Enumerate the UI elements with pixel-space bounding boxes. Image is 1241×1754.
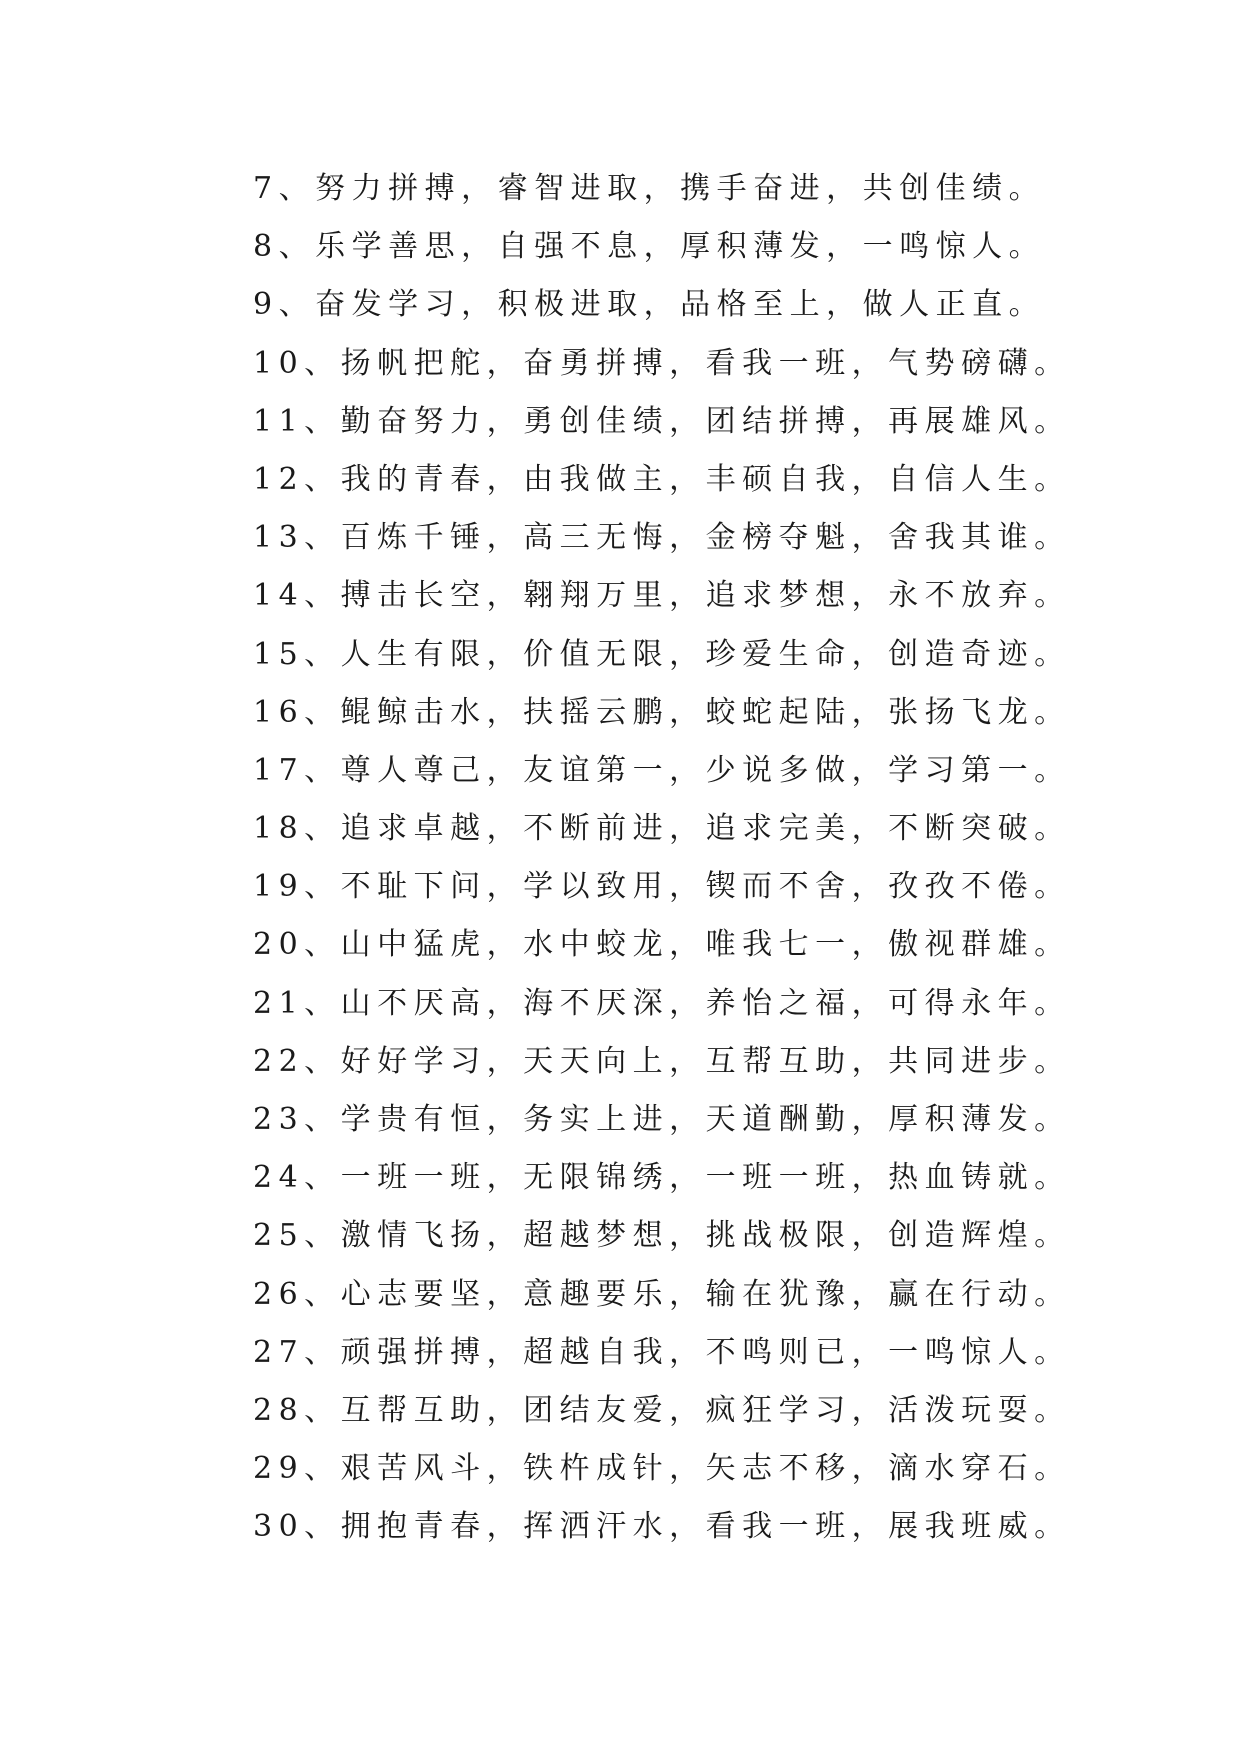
slogan-line-8: 8、乐学善思，自强不息，厚积薄发，一鸣惊人。 xyxy=(253,229,1046,265)
slogan-line-30: 30、拥抱青春，挥洒汗水，看我一班，展我班威。 xyxy=(253,1509,1071,1545)
slogan-line-26: 26、心志要坚，意趣要乐，输在犹豫，赢在行动。 xyxy=(253,1276,1071,1312)
slogan-line-10: 10、扬帆把舵，奋勇拼搏，看我一班，气势磅礴。 xyxy=(253,345,1071,381)
slogan-line-13: 13、百炼千锤，高三无悔，金榜夺魁，舍我其谁。 xyxy=(253,520,1071,556)
slogan-line-16: 16、鲲鲸击水，扶摇云鹏，蛟蛇起陆，张扬飞龙。 xyxy=(253,694,1071,730)
slogan-line-24: 24、一班一班，无限锦绣，一班一班，热血铸就。 xyxy=(253,1160,1071,1196)
slogan-line-23: 23、学贵有恒，务实上进，天道酬勤，厚积薄发。 xyxy=(253,1102,1071,1137)
slogan-line-12: 12、我的青春，由我做主，丰硕自我，自信人生。 xyxy=(253,461,1071,497)
slogan-line-20: 20、山中猛虎，水中蛟龙，唯我七一，傲视群雄。 xyxy=(253,927,1071,963)
slogan-line-11: 11、勤奋努力，勇创佳绩，团结拼搏，再展雄风。 xyxy=(253,403,1071,439)
slogan-line-27: 27、顽强拼搏，超越自我，不鸣则已，一鸣惊人。 xyxy=(253,1334,1071,1370)
slogan-list xyxy=(253,160,1071,1557)
slogan-line-22: 22、好好学习，天天向上，互帮互助，共同进步。 xyxy=(253,1043,1071,1079)
slogan-line-19: 19、不耻下问，学以致用，锲而不舍，孜孜不倦。 xyxy=(253,869,1071,905)
slogan-line-7: 7、努力拼搏，睿智进取，携手奋进，共创佳绩。 xyxy=(253,171,1046,206)
slogan-line-15: 15、人生有限，价值无限，珍爱生命，创造奇迹。 xyxy=(253,636,1071,672)
slogan-line-17: 17、尊人尊己，友谊第一，少说多做，学习第一。 xyxy=(253,752,1071,788)
slogan-line-25: 25、激情飞扬，超越梦想，挑战极限，创造辉煌。 xyxy=(253,1218,1071,1254)
slogan-line-29: 29、艰苦风斗，铁杵成针，矢志不移，滴水穿石。 xyxy=(253,1451,1071,1487)
slogan-line-21: 21、山不厌高，海不厌深，养怡之福，可得永年。 xyxy=(253,985,1071,1021)
slogan-line-9: 9、奋发学习，积极进取，品格至上，做人正直。 xyxy=(253,287,1046,323)
slogan-line-18: 18、追求卓越，不断前进，追求完美，不断突破。 xyxy=(253,811,1071,847)
slogan-line-14: 14、搏击长空，翱翔万里，追求梦想，永不放弃。 xyxy=(253,578,1071,614)
slogan-line-28: 28、互帮互助，团结友爱，疯狂学习，活泼玩耍。 xyxy=(253,1392,1071,1428)
